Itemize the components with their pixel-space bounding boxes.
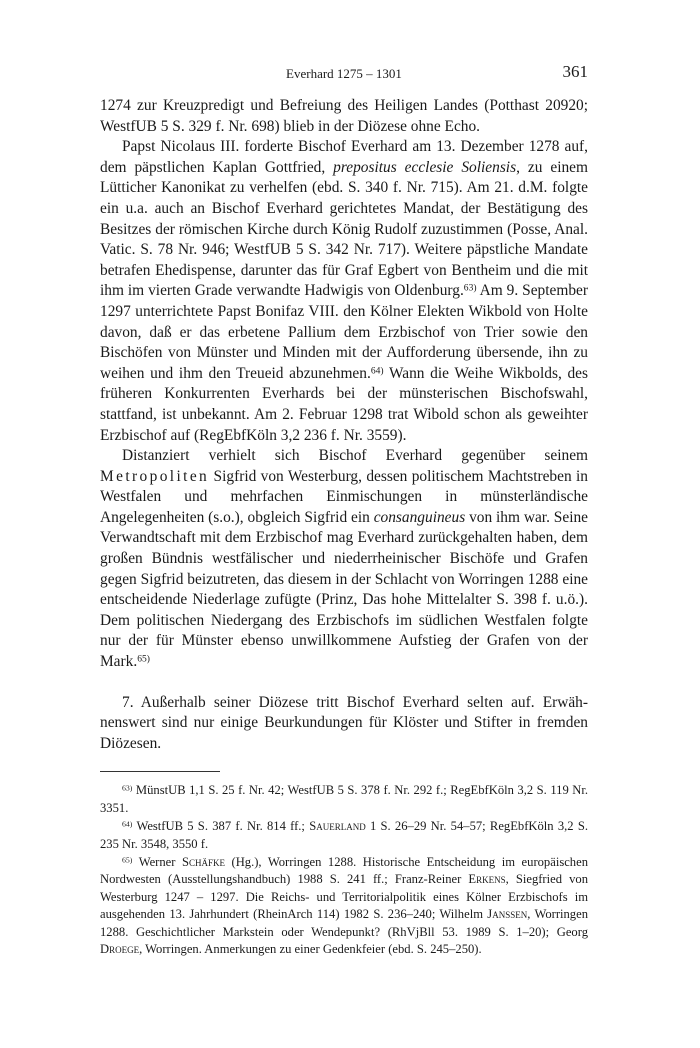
- footnote-marker: 64): [122, 819, 133, 829]
- text-segment: Erkens: [468, 872, 506, 887]
- paragraph: [100, 693, 588, 755]
- footnotes: [100, 782, 588, 958]
- footnote-divider: [100, 771, 220, 772]
- footnote-marker: 65): [122, 855, 133, 865]
- text-segment: Sauerland: [309, 819, 366, 834]
- text-segment: Schäfke: [181, 855, 225, 870]
- text-segment: Sigfrid von Westerburg, dessen politischem Machtstreben in Westfalen und mehrfachen Einmischungen in münsterländische Angelegenheiten (s.o.), obgleich Sigfrid ein: [100, 467, 588, 526]
- text-segment: , Worringen 1288. Geschichtlicher Markstein oder Wendepunkt? (RhVjBll 53. 1989 S. 1–20); Georg: [100, 907, 588, 939]
- text-segment: consanguineus: [373, 508, 466, 526]
- text-segment: Am 9. September 1297 unterrichtete Papst Bonifaz VIII. den Kölner Elekten Wikbold von Holte davon, daß er das erbetene Pallium dem Erzbischof von Trier sowie den Bischöfen von Münster und Minden mit der Aufforderung übersende, ihn zu weihen und ihm den Treueid abzunehmen.: [100, 282, 588, 382]
- footnote: [100, 782, 588, 817]
- text-segment: , Worringen. Anmerkungen zu einer Gedenkfeier (ebd. S. 245–250).: [139, 942, 482, 957]
- book-page: [100, 62, 588, 959]
- text-segment: von ihm war. Seine Verwandtschaft mit dem Erzbischof mag Everhard zurückgehalten haben, dem großen Bündnis westfälischer und niederrheinischer Bischöfe und Grafen gegen Sigfrid beizutreten, das diesem in der Schlacht von Worringen 1288 eine entscheidende Niederlage zufügte (Prinz, Das hohe Mittelalter S. 398 f. u.ö.). Dem politischen Niedergang des Erzbischofs im südlichen Westfalen folgte nur der für Münster ebenso unwillkommene Aufstieg der Grafen von der Mark.: [100, 508, 588, 671]
- text-segment: Janssen: [487, 907, 528, 922]
- text-segment: MünstUB 1,1 S. 25 f. Nr. 42; WestfUB 5 S. 378 f. Nr. 292 f.; RegEbfKöln 3,2 S. 119 Nr. 3351.: [100, 783, 588, 815]
- text-segment: Werner: [132, 855, 182, 870]
- page-number: 361: [562, 62, 588, 81]
- page-header: [100, 62, 588, 84]
- text-segment: Distanziert verhielt sich Bischof Everhard gegenüber seinem: [122, 447, 588, 465]
- text-segment: WestfUB 5 S. 387 f. Nr. 814 ff.;: [132, 819, 310, 834]
- footnote-marker: 64): [370, 365, 384, 377]
- main-text: [100, 96, 588, 754]
- footnote: [100, 818, 588, 853]
- paragraph: [100, 96, 588, 137]
- text-segment: Droege: [100, 942, 140, 957]
- paragraph: [100, 446, 588, 673]
- footnote-marker: 65): [137, 653, 150, 665]
- text-segment: 1274 zur Kreuzpredigt und Befreiung des Heiligen Landes (Potthast 20920; WestfUB 5 S. 329 f. Nr. 698) blieb in der Diözese ohne Echo.: [100, 97, 588, 135]
- text-segment: 7. Außerhalb seiner Diözese tritt Bischof Everhard selten auf. Erwähnenswert sind nur einige Beurkundungen für Klöster und Stifter in fremden Diözesen.: [100, 693, 588, 752]
- text-segment: prepositus ecclesie Soliensis: [333, 158, 517, 176]
- text-segment: Papst Nicolaus III. forderte Bischof Everhard am 13. Dezember 1278 auf, dem päpstlichen Kaplan Gottfried,: [100, 138, 588, 176]
- paragraph: [100, 137, 588, 446]
- text-segment: 1 S. 26–29 Nr. 54–57; RegEbfKöln 3,2 S. 235 Nr. 3548, 3550 f.: [100, 819, 588, 851]
- text-segment: Wann die Weihe Wikbolds, des früheren Konkurrenten Everhards bei der münsterischen Bischofswahl, stattfand, ist unbekannt. Am 2. Februar 1298 trat Wibold schon als geweihter Erzbischof auf (RegEbfKöln 3,2 236 f. Nr. 3559).: [100, 364, 588, 444]
- running-title: Everhard 1275 – 1301: [286, 66, 402, 81]
- paragraph-spacer: [100, 673, 588, 693]
- footnote-marker: 63): [122, 783, 133, 793]
- footnote-marker: 63): [463, 283, 477, 295]
- text-segment: Metropoliten: [100, 467, 210, 485]
- footnote: [100, 854, 588, 958]
- text-segment: (Hg.), Worringen 1288. Historische Entscheidung im europäischen Nordwesten (Ausstellungshandbuch) 1988 S. 241 ff.; Franz-Reiner: [100, 855, 588, 887]
- text-segment: , Siegfried von Westerburg 1247 – 1297. Die Reichs- und Territorialpolitik eines Kölner Erzbischofs im ausgehenden 13. Jahrhundert (RheinArch 114) 1982 S. 236–240; Wilhelm: [100, 872, 588, 922]
- text-segment: , zu einem Lütticher Kanonikat zu verhelfen (ebd. S. 340 f. Nr. 715). Am 21. d.M. folgte ein u.a. auch an Bischof Everhard gerichtetes Mandat, der Bestätigung des Besitzes der römischen Kirche durch König Rudolf zuzustimmen (Posse, Anal. Vatic. S. 78 Nr. 946; WestfUB 5 S. 342 Nr. 717). Weitere päpstliche Mandate betrafen Ehedispense, darunter das für Graf Egbert von Bentheim und die mit ihm im vierten Grade verwandte Hadwigis von Oldenburg.: [100, 158, 588, 300]
